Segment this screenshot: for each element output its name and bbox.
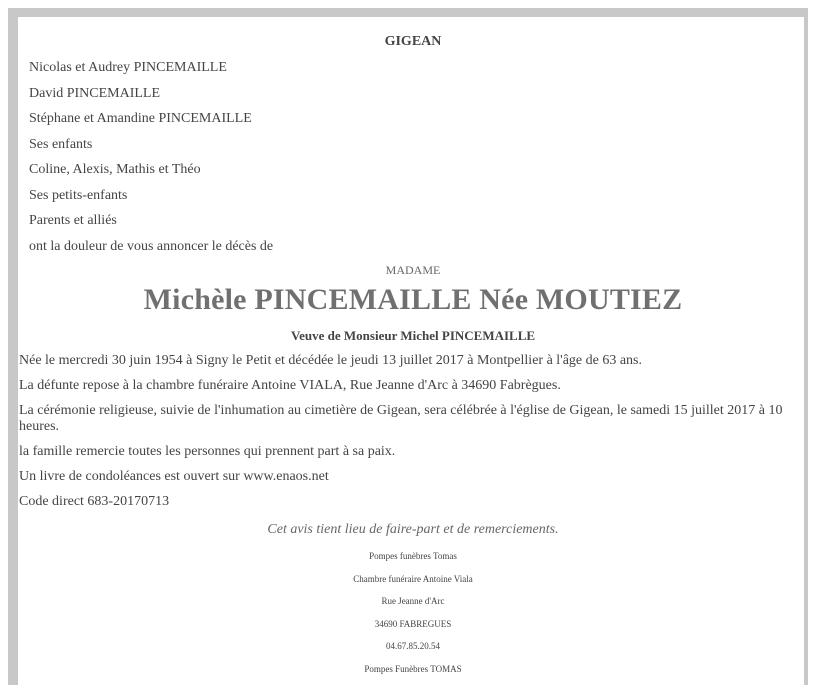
footer-line: Pompes funèbres Tomas xyxy=(369,551,457,561)
detail-paragraph: La cérémonie religieuse, suivie de l'inhumation au cimetière de Gigean, sera célébrée à l'église de Gigean, le samedi 15 juillet 2017 à 10 heures. xyxy=(19,403,783,434)
detail-paragraph: Code direct 683-20170713 xyxy=(19,494,170,509)
family-line: Ses enfants xyxy=(29,136,93,152)
detail-paragraph: Un livre de condoléances est ouvert sur www.enaos.net xyxy=(19,469,329,484)
family-line: David PINCEMAILLE xyxy=(29,85,161,101)
footer-line: Rue Jeanne d'Arc xyxy=(381,596,445,607)
family-line: ont la douleur de vous annoncer le décès de xyxy=(29,238,274,254)
deceased-status: Veuve de Monsieur Michel PINCEMAILLE xyxy=(290,328,536,343)
footer-line: 04.67.85.20.54 xyxy=(386,641,440,652)
family-list xyxy=(29,59,273,263)
notice-text: Cet avis tient lieu de faire-part et de remerciements. xyxy=(267,522,559,537)
details-section xyxy=(19,353,799,519)
family-line: Nicolas et Audrey PINCEMAILLE xyxy=(29,60,227,75)
footer-line: 34690 FABREGUES xyxy=(374,618,452,629)
family-line: Coline, Alexis, Mathis et Théo xyxy=(29,162,201,177)
family-line: Stéphane et Amandine PINCEMAILLE xyxy=(29,111,252,126)
footer-line: Chambre funéraire Antoine Viala xyxy=(353,573,473,584)
deceased-name: Michèle PINCEMAILLE Née MOUTIEZ xyxy=(143,283,683,316)
detail-paragraph: Née le mercredi 30 juin 1954 à Signy le Petit et décédée le jeudi 13 juillet 2017 à Montpellier à l'âge de 63 ans. xyxy=(19,353,642,368)
family-line: Ses petits-enfants xyxy=(29,187,128,203)
obituary-notice xyxy=(18,17,804,687)
document-frame xyxy=(8,8,808,685)
footer-line: Pompes Funèbres TOMAS xyxy=(364,663,462,674)
city-heading: GIGEAN xyxy=(384,34,442,49)
detail-paragraph: la famille remercie toutes les personnes qui prennent part à sa paix. xyxy=(19,444,396,459)
funeral-home-info xyxy=(18,550,804,686)
family-line: Parents et alliés xyxy=(29,213,117,228)
detail-paragraph: La défunte repose à la chambre funéraire Antoine VIALA, Rue Jeanne d'Arc à 34690 Fabrègues. xyxy=(19,378,561,393)
deceased-title: MADAME xyxy=(385,263,441,277)
